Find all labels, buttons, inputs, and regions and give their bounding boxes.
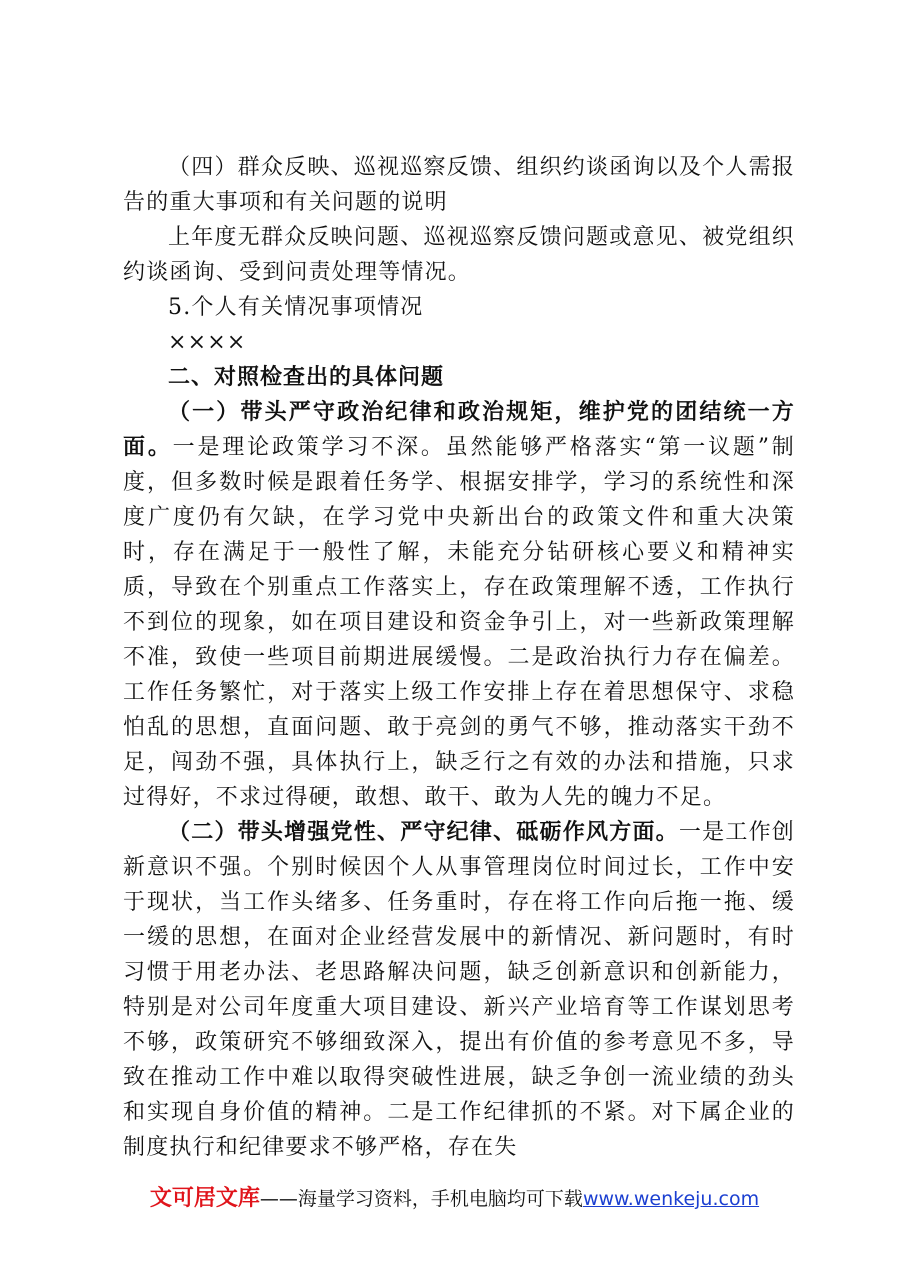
document-body [123,150,795,1165]
item5-title: 5.个人有关情况事项情况 [168,295,424,320]
footer-brand: 文可居文库 [149,1186,260,1211]
sub1-title: （一）带头严守政治纪律和政治规矩，维护党的团结统一方面。 [123,399,795,460]
footer-banner [0,1181,909,1212]
sub2-body: 一是工作创新意识不强。个别时候因个人从事管理岗位时间过长，工作中安于现状，当工作头绪多、任务重时，存在将工作向后拖一拖、缓一缓的思想，在面对企业经营发展中的新情况、新问题时，有时习惯于用老办法、老思路解决问题，缺乏创新意识和创新能力，特别是对公司年度重大项目建设、新兴产业培育等工作谋划思考不够，政策研究不够细致深入，提出有价值的参考意见不多，导致在推动工作中难以取得突破性进展，缺乏争创一流业绩的劲头和实现自身价值的精神。二是工作纪律抓的不紧。对下属企业的制度执行和纪律要求不够严格，存在失 [123,820,795,1160]
section4-title: （四）群众反映、巡视巡察反馈、组织约谈函询以及个人需报告的重大事项和有关问题的说明 [123,155,795,215]
footer-url-link[interactable]: www.wenkeju.com [582,1188,760,1210]
item5-body: ×××× [168,330,247,355]
sub1-body: 一是理论政策学习不深。虽然能够严格落实“第一议题”制度，但多数时候是跟着任务学、根据安排学，学习的系统性和深度广度仍有欠缺，在学习党中央新出台的政策文件和重大决策时，存在满足于一般性了解，未能充分钻研核心要义和精神实质，导致在个别重点工作落实上，存在政策理解不透，工作执行不到位的现象，如在项目建设和资金争引上，对一些新政策理解不准，致使一些项目前期进展缓慢。二是政治执行力存在偏差。工作任务繁忙，对于落实上级工作安排上存在着思想保守、求稳怕乱的思想，直面问题、敢于亮剑的勇气不够，推动落实干劲不足，闯劲不强，具体执行上，缺乏行之有效的办法和措施，只求过得好，不求过得硬，敢想、敢干、敢为人先的魄力不足。 [123,435,795,810]
sub1-paragraph [123,395,795,815]
section4-body: 上年度无群众反映问题、巡视巡察反馈问题或意见、被党组织约谈函询、受到问责处理等情况。 [123,225,795,285]
part2-heading: 二、对照检查出的具体问题 [168,365,445,390]
sub2-title: （二）带头增强党性、严守纪律、砥砺作风方面。 [168,819,679,845]
sub2-paragraph [123,815,795,1165]
footer-tagline: ——海量学习资料，手机电脑均可下载 [259,1188,583,1210]
